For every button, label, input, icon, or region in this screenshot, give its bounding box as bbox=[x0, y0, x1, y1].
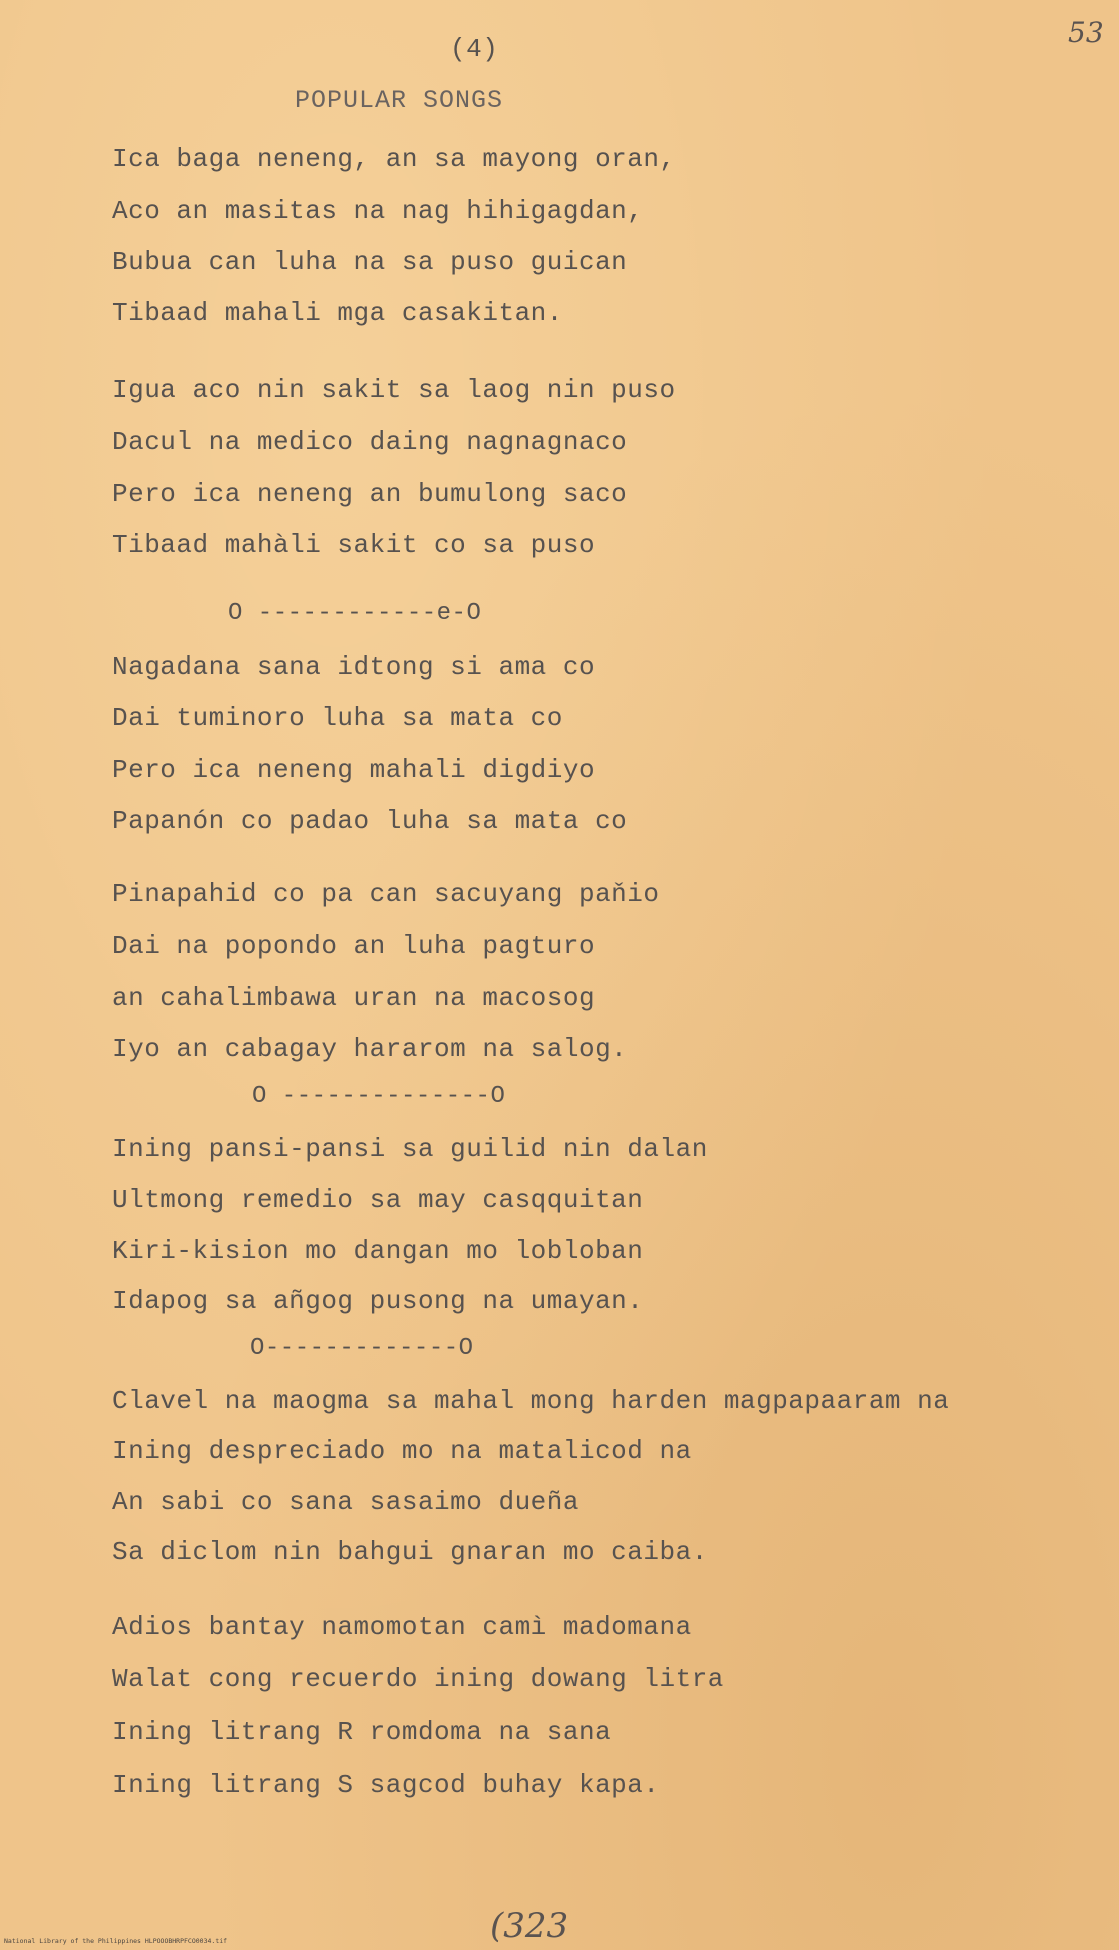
lyric-line: Pero ica neneng mahali digdiyo bbox=[112, 755, 596, 785]
lyric-line: Ining litrang S sagcod buhay kapa. bbox=[112, 1770, 660, 1800]
lyric-line: Ining litrang R romdoma na sana bbox=[112, 1717, 612, 1747]
lyric-line: Adios bantay namomotan camì madomana bbox=[112, 1612, 692, 1642]
lyric-line: Pero ica neneng an bumulong saco bbox=[112, 479, 628, 509]
lyric-line: Ica baga neneng, an sa mayong oran, bbox=[112, 144, 676, 174]
lyric-line: Ining pansi-pansi sa guilid nin dalan bbox=[112, 1134, 708, 1164]
lyric-line: Nagadana sana idtong si ama co bbox=[112, 652, 596, 682]
lyric-line: Papanón co padao luha sa mata co bbox=[112, 806, 628, 836]
lyric-line: Walat cong recuerdo ining dowang litra bbox=[112, 1664, 724, 1694]
lyric-line: an cahalimbawa uran na macosog bbox=[112, 983, 596, 1013]
lyric-line: Tibaad mahàli sakit co sa puso bbox=[112, 530, 596, 560]
lyric-line: Kiri-kision mo dangan mo lobloban bbox=[112, 1236, 644, 1266]
lyric-line: Ultmong remedio sa may casqquitan bbox=[112, 1185, 644, 1215]
lyric-line: Tibaad mahali mga casakitan. bbox=[112, 298, 563, 328]
lyric-line: Idapog sa añgog pusong na umayan. bbox=[112, 1286, 644, 1316]
archive-footer: National Library of the Philippines HLPOOOBHRPFCO0034.tif bbox=[4, 1937, 228, 1945]
separator: O ------------e-O bbox=[228, 600, 482, 627]
lyric-line: Pinapahid co pa can sacuyang paňio bbox=[112, 879, 660, 909]
lyric-line: Igua aco nin sakit sa laog nin puso bbox=[112, 375, 676, 405]
lyric-line: Clavel na maogma sa mahal mong harden magpapaaram na bbox=[112, 1386, 950, 1416]
lyric-line: Dacul na medico daing nagnagnaco bbox=[112, 427, 628, 457]
separator: O-------------O bbox=[250, 1335, 474, 1362]
lyric-line: Dai tuminoro luha sa mata co bbox=[112, 703, 563, 733]
separator: O --------------O bbox=[252, 1083, 506, 1110]
page-title: POPULAR SONGS bbox=[295, 86, 504, 115]
handwritten-page-number: (323 bbox=[490, 1906, 569, 1946]
lyric-line: Dai na popondo an luha pagturo bbox=[112, 931, 596, 961]
lyric-line: An sabi co sana sasaimo dueña bbox=[112, 1487, 579, 1517]
lyric-line: Bubua can luha na sa puso guican bbox=[112, 247, 628, 277]
page-number: (4) bbox=[450, 34, 499, 64]
archive-page-number: 53 bbox=[1068, 16, 1104, 49]
lyric-line: Iyo an cabagay hararom na salog. bbox=[112, 1034, 628, 1064]
lyric-line: Ining despreciado mo na matalicod na bbox=[112, 1436, 692, 1466]
lyric-line: Sa diclom nin bahgui gnaran mo caiba. bbox=[112, 1537, 708, 1567]
lyric-line: Aco an masitas na nag hihigagdan, bbox=[112, 196, 644, 226]
